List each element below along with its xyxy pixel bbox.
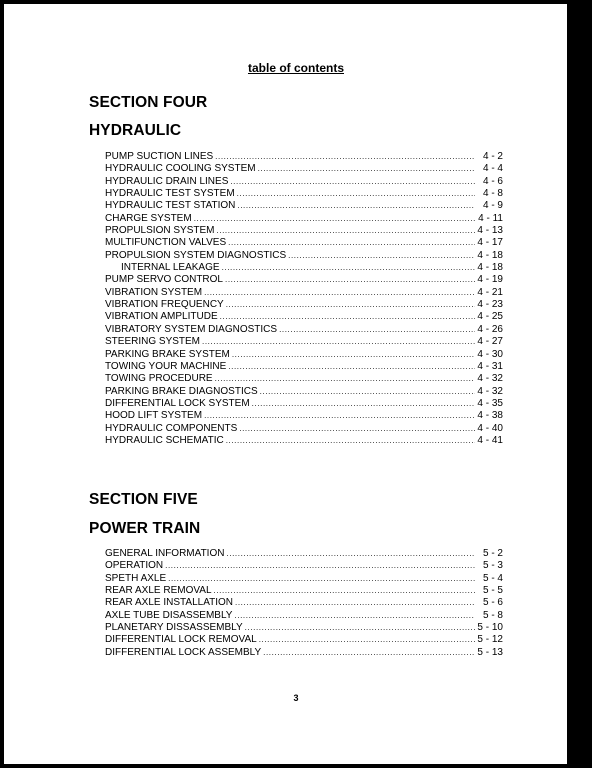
toc-entry[interactable] xyxy=(105,622,503,634)
toc-entry-label: HYDRAULIC COOLING SYSTEM xyxy=(105,163,256,175)
toc-entry[interactable] xyxy=(105,548,503,560)
toc-entry-leader xyxy=(230,176,475,188)
toc-entry-label: TOWING YOUR MACHINE xyxy=(105,360,227,372)
toc-entry[interactable] xyxy=(105,237,503,249)
toc-entry-leader xyxy=(258,163,475,175)
toc-entry-label: STEERING SYSTEM xyxy=(105,336,201,348)
toc-entry-page: 4 - 19 xyxy=(477,274,503,286)
section-four-entry-list xyxy=(105,151,503,447)
toc-entry-label: DIFFERENTIAL LOCK ASSEMBLY xyxy=(105,646,262,658)
toc-entry-label: PARKING BRAKE DIAGNOSTICS xyxy=(105,385,258,397)
toc-entry-page: 4 - 6 xyxy=(482,175,503,187)
toc-entry-label: VIBRATION FREQUENCY xyxy=(105,299,224,311)
toc-entry-label: SPETH AXLE xyxy=(105,572,167,584)
toc-entry-label: VIBRATION SYSTEM xyxy=(105,286,203,298)
toc-entry-label: REAR AXLE INSTALLATION xyxy=(105,597,234,609)
toc-entry-page: 5 - 4 xyxy=(482,572,503,584)
section-five-entry-list xyxy=(105,548,503,659)
toc-entry[interactable] xyxy=(105,386,503,398)
toc-entry-label: HYDRAULIC TEST STATION xyxy=(105,200,236,212)
toc-entry-leader xyxy=(165,560,475,572)
toc-entry-page: 4 - 17 xyxy=(477,237,503,249)
toc-entry-page: 5 - 2 xyxy=(482,548,503,559)
toc-entry-leader xyxy=(232,349,475,361)
toc-entry-page: 4 - 11 xyxy=(478,212,503,224)
toc-entry-label: HYDRAULIC DRAIN LINES xyxy=(105,175,229,187)
toc-entry[interactable] xyxy=(105,262,503,274)
toc-entry-label: PROPULSION SYSTEM DIAGNOSTICS xyxy=(105,249,287,261)
toc-entry-leader xyxy=(288,250,475,262)
toc-entry-leader xyxy=(214,585,475,597)
toc-entry-page: 4 - 40 xyxy=(477,422,503,434)
toc-entry[interactable] xyxy=(105,188,503,200)
toc-entry-page: 4 - 31 xyxy=(477,360,503,372)
toc-entry-page: 4 - 26 xyxy=(477,323,503,335)
toc-entry-page: 4 - 30 xyxy=(477,348,503,360)
toc-entry[interactable] xyxy=(105,336,503,348)
toc-entry-page: 4 - 4 xyxy=(482,163,503,175)
toc-entry-leader xyxy=(237,188,475,200)
toc-entry-label: HYDRAULIC COMPONENTS xyxy=(105,422,238,434)
toc-entry[interactable] xyxy=(105,361,503,373)
toc-entry-leader xyxy=(202,336,475,348)
toc-entry[interactable] xyxy=(105,287,503,299)
toc-entry-leader xyxy=(226,548,475,560)
toc-entry-page: 4 - 32 xyxy=(477,385,503,397)
toc-entry-label: OPERATION xyxy=(105,560,164,572)
toc-entry-page: 4 - 18 xyxy=(477,262,503,274)
toc-entry-leader xyxy=(226,299,475,311)
toc-entry-leader xyxy=(204,287,475,299)
toc-entry-leader xyxy=(279,324,475,336)
toc-entry-label: MULTIFUNCTION VALVES xyxy=(105,237,227,249)
toc-entry[interactable] xyxy=(105,423,503,435)
toc-entry-label: TOWING PROCEDURE xyxy=(105,373,213,385)
toc-entry[interactable] xyxy=(105,373,503,385)
toc-entry-label: VIBRATION AMPLITUDE xyxy=(105,311,218,323)
toc-entry-leader xyxy=(204,410,475,422)
toc-entry[interactable] xyxy=(105,349,503,361)
toc-entry-leader xyxy=(194,213,475,225)
toc-entry-page: 5 - 12 xyxy=(477,634,503,646)
toc-entry[interactable] xyxy=(105,225,503,237)
toc-entry-label: PUMP SUCTION LINES xyxy=(105,151,214,162)
toc-entry[interactable] xyxy=(105,200,503,212)
toc-entry-page: 4 - 8 xyxy=(482,188,503,200)
toc-entry-leader xyxy=(228,237,475,249)
toc-entry[interactable] xyxy=(105,573,503,585)
section-four-name: HYDRAULIC xyxy=(89,122,182,139)
toc-entry-page: 4 - 13 xyxy=(477,225,503,237)
toc-entry[interactable] xyxy=(105,597,503,609)
toc-entry-label: PUMP SERVO CONTROL xyxy=(105,274,223,286)
toc-entry-label: GENERAL INFORMATION xyxy=(105,548,225,559)
section-four-number: SECTION FOUR xyxy=(89,94,208,111)
toc-entry-leader xyxy=(263,647,475,659)
toc-entry-page: 5 - 6 xyxy=(482,597,503,609)
toc-entry-label: HYDRAULIC SCHEMATIC xyxy=(105,434,224,446)
toc-entry-leader xyxy=(220,311,475,323)
toc-entry-leader xyxy=(235,597,475,609)
toc-entry[interactable] xyxy=(105,560,503,572)
toc-entry-page: 5 - 3 xyxy=(482,560,503,572)
toc-entry-label: DIFFERENTIAL LOCK REMOVAL xyxy=(105,634,257,646)
toc-entry[interactable] xyxy=(105,274,503,286)
toc-entry-leader xyxy=(239,423,475,435)
page-number: 3 xyxy=(293,693,299,703)
toc-entry[interactable] xyxy=(105,311,503,323)
toc-entry-label: AXLE TUBE DISASSEMBLY xyxy=(105,609,233,621)
toc-title: table of contents xyxy=(247,61,344,75)
toc-entry[interactable] xyxy=(105,647,503,659)
toc-entry[interactable] xyxy=(105,176,503,188)
toc-entry-label: HOOD LIFT SYSTEM xyxy=(105,410,203,422)
toc-entry-label: VIBRATORY SYSTEM DIAGNOSTICS xyxy=(105,323,278,335)
toc-entry-leader xyxy=(245,622,475,634)
toc-entry-label: CHARGE SYSTEM xyxy=(105,212,192,224)
toc-entry-leader xyxy=(237,200,475,212)
toc-entry-page: 5 - 8 xyxy=(482,609,503,621)
toc-entry-page: 4 - 41 xyxy=(477,434,503,446)
toc-entry[interactable] xyxy=(105,435,503,447)
toc-entry-label: REAR AXLE REMOVAL xyxy=(105,585,212,597)
toc-entry-leader xyxy=(228,361,475,373)
toc-entry[interactable] xyxy=(105,324,503,336)
toc-entry-page: 5 - 13 xyxy=(477,646,503,658)
toc-entry[interactable] xyxy=(105,250,503,262)
toc-entry[interactable] xyxy=(105,398,503,410)
toc-entry[interactable] xyxy=(105,299,503,311)
toc-entry-label: PROPULSION SYSTEM xyxy=(105,225,215,237)
toc-entry-leader xyxy=(226,435,475,447)
toc-entry[interactable] xyxy=(105,163,503,175)
toc-entry[interactable] xyxy=(105,151,503,163)
toc-entry-leader xyxy=(259,634,475,646)
toc-entry-page: 4 - 21 xyxy=(477,286,503,298)
toc-entry-page: 4 - 32 xyxy=(477,373,503,385)
toc-entry-page: 4 - 35 xyxy=(477,397,503,409)
toc-entry-page: 4 - 25 xyxy=(477,311,503,323)
toc-entry-label: PLANETARY DISSASSEMBLY xyxy=(105,622,243,634)
toc-entry[interactable] xyxy=(105,213,503,225)
toc-entry-page: 5 - 10 xyxy=(477,622,503,634)
toc-entry-leader xyxy=(225,274,475,286)
toc-entry-page: 4 - 2 xyxy=(482,151,503,162)
section-five-number: SECTION FIVE xyxy=(89,491,198,508)
toc-entry-leader xyxy=(234,610,475,622)
toc-entry-page: 4 - 18 xyxy=(477,249,503,261)
toc-entry-leader xyxy=(215,151,475,163)
toc-entry-leader xyxy=(168,573,475,585)
toc-entry[interactable] xyxy=(105,410,503,422)
toc-entry[interactable] xyxy=(105,610,503,622)
toc-entry-leader xyxy=(222,262,475,274)
toc-entry-leader xyxy=(216,225,475,237)
toc-entry-leader xyxy=(260,386,475,398)
toc-entry-page: 4 - 9 xyxy=(482,200,503,212)
toc-entry-leader xyxy=(215,373,475,385)
toc-entry-page: 4 - 27 xyxy=(477,336,503,348)
toc-entry-page: 4 - 38 xyxy=(477,410,503,422)
toc-entry[interactable] xyxy=(105,634,503,646)
toc-entry-label: INTERNAL LEAKAGE xyxy=(121,262,220,274)
toc-entry-label: HYDRAULIC TEST SYSTEM xyxy=(105,188,235,200)
toc-entry-page: 4 - 23 xyxy=(477,299,503,311)
toc-entry[interactable] xyxy=(105,585,503,597)
toc-entry-page: 5 - 5 xyxy=(482,585,503,597)
toc-entry-leader xyxy=(252,398,475,410)
toc-entry-label: DIFFERENTIAL LOCK SYSTEM xyxy=(105,397,250,409)
section-five-name: POWER TRAIN xyxy=(89,520,201,537)
toc-entry-label: PARKING BRAKE SYSTEM xyxy=(105,348,230,360)
